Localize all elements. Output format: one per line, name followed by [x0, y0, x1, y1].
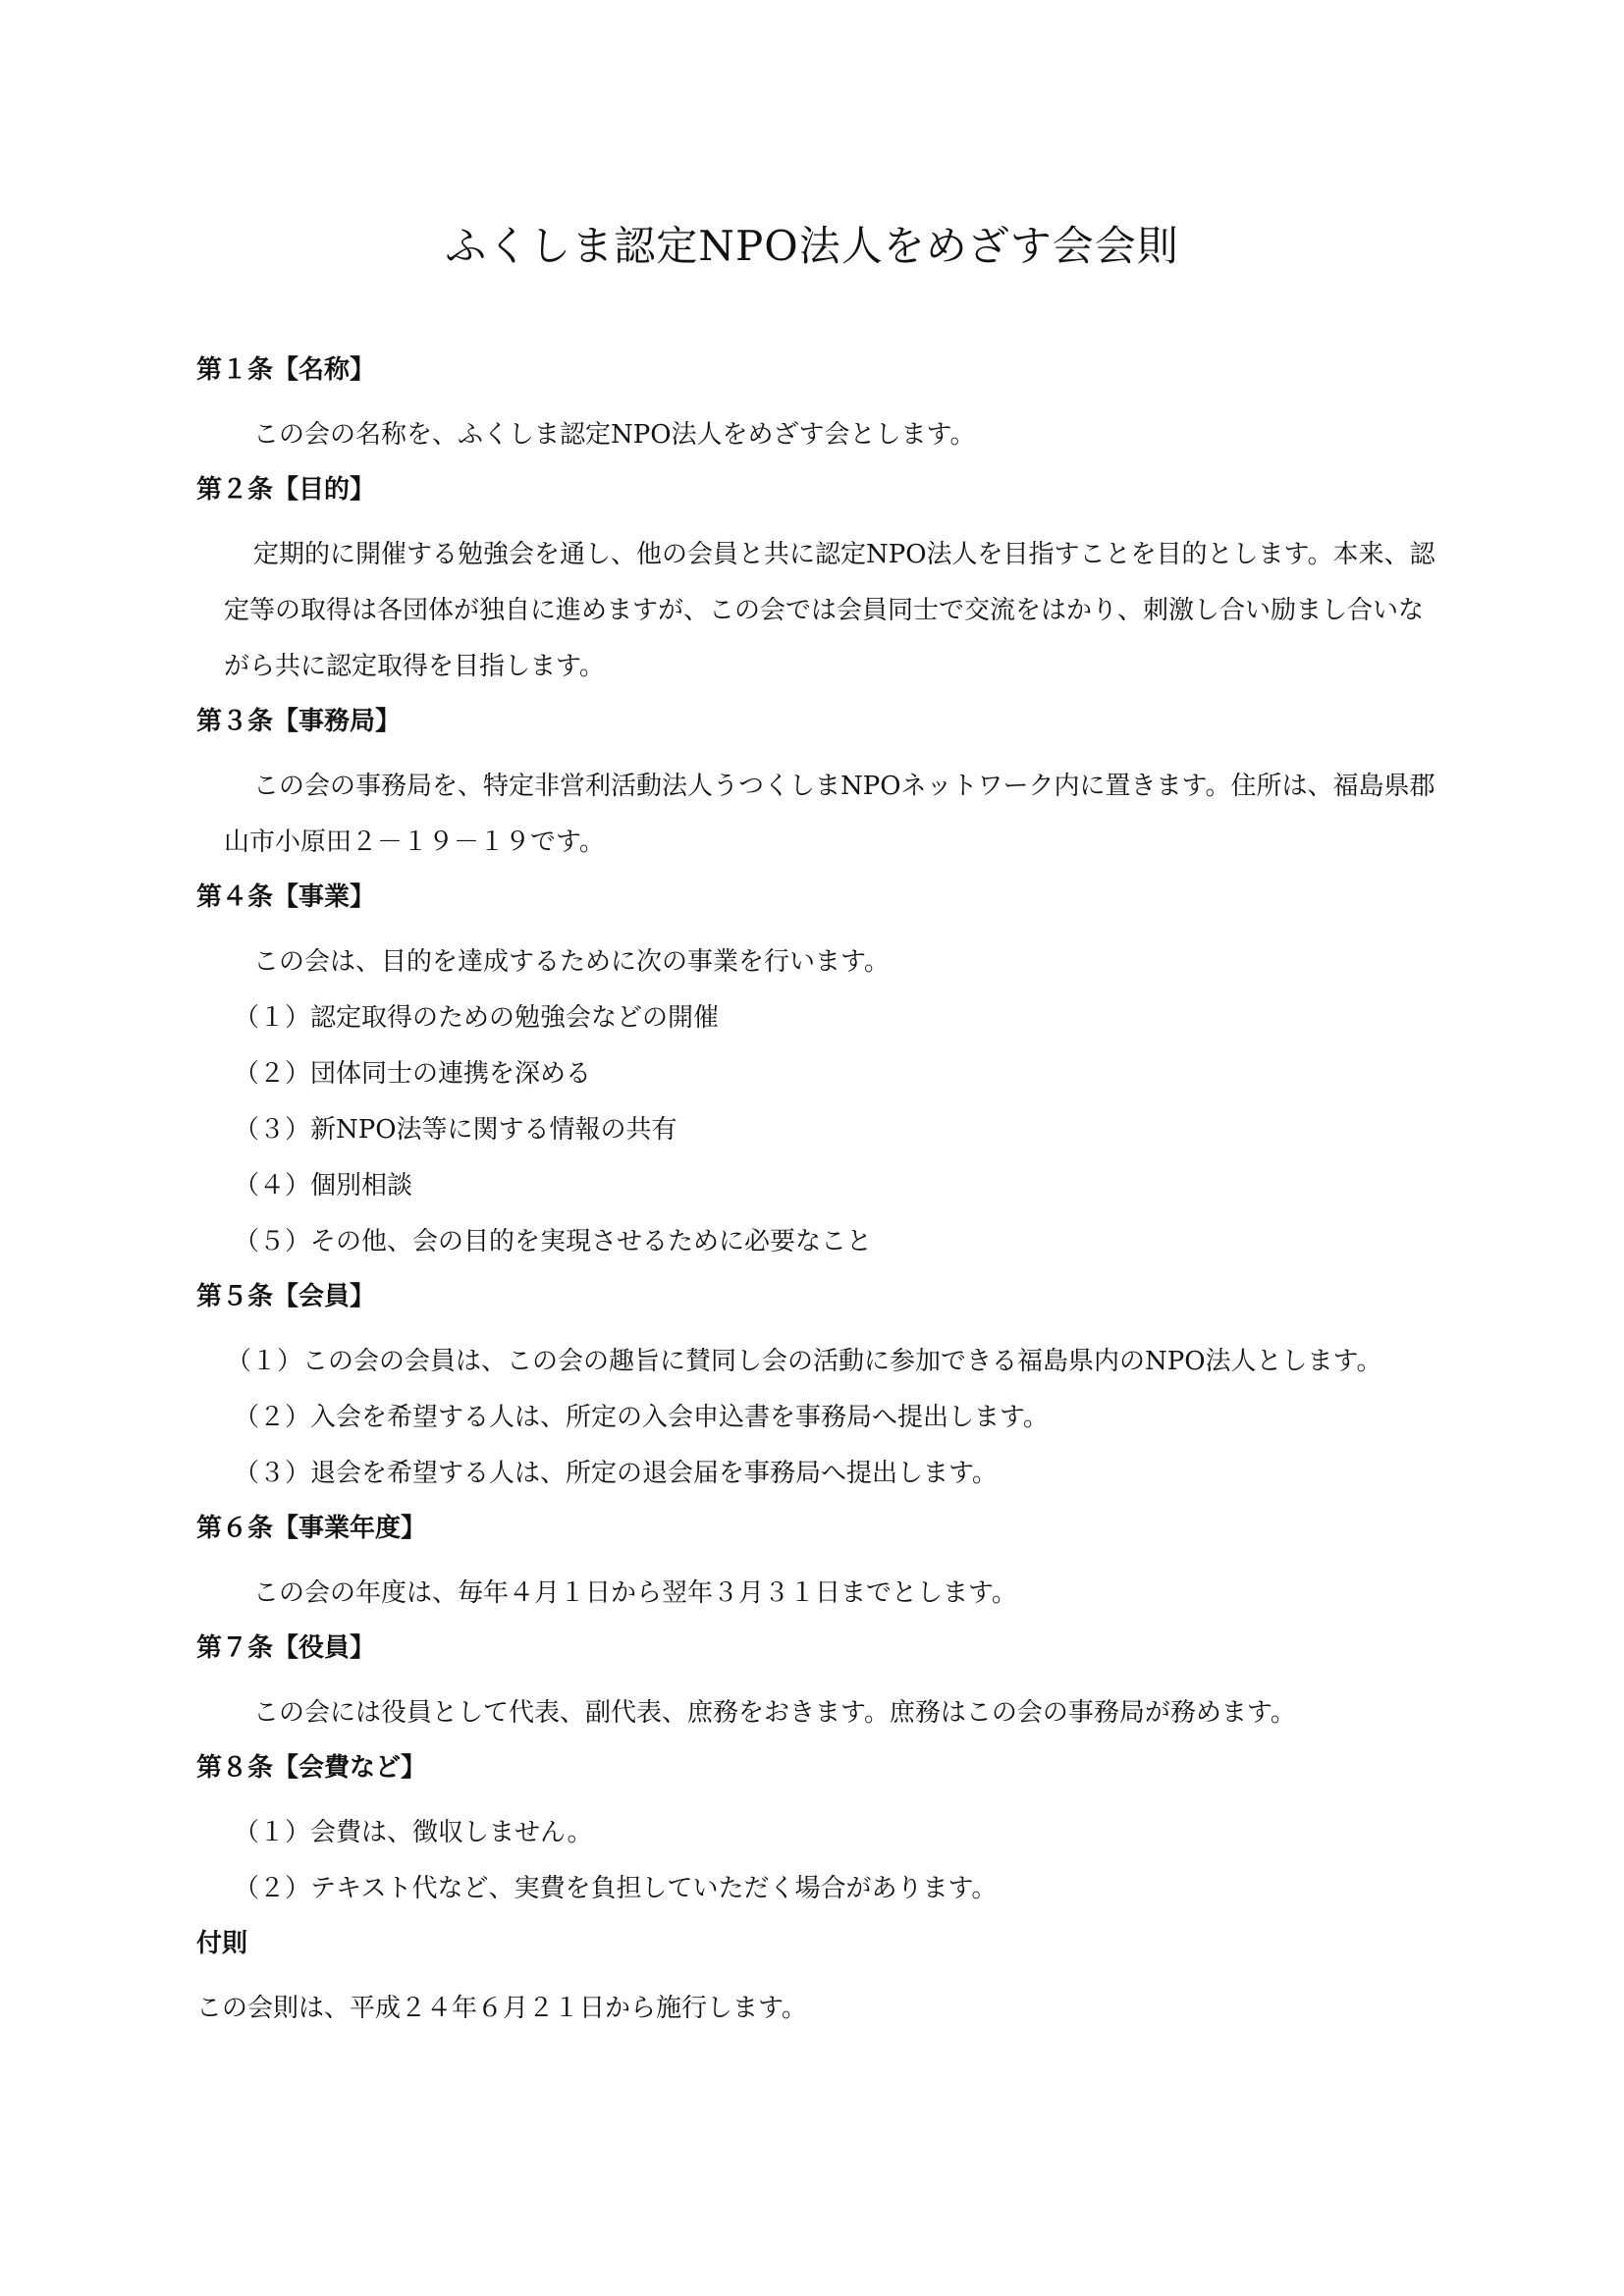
article-text: この会の名称を、ふくしま認定NPO法人をめざす会とします。 [253, 420, 976, 450]
article-heading: 第５条【会員】 [196, 1282, 376, 1311]
article-7 [196, 1629, 1443, 1741]
article-heading: 第２条【目的】 [196, 475, 376, 505]
article-2 [196, 471, 1443, 695]
article-1 [196, 351, 1443, 463]
list-item: （１）認定取得のための勉強会などの開催 [234, 1003, 720, 1033]
article-text: 定期的に開催する勉強会を通し、他の会員と共に認定NPO法人を目指すことを目的とします。本来、認定等の取得は各団体が独自に進めますが、この会では会員同士で交流をはかり、刺激し合い励まし合いながら共に認定取得を目指します。 [224, 540, 1435, 681]
list-item: （３）新NPO法等に関する情報の共有 [234, 1115, 677, 1145]
list-item: （４）個別相談 [234, 1171, 413, 1201]
list-item: （３）退会を希望する人は、所定の退会届を事務局へ提出します。 [234, 1459, 998, 1488]
list-item: （５）その他、会の目的を実現させるために必要なこと [234, 1227, 873, 1256]
article-heading: 第３条【事務局】 [196, 707, 402, 736]
article-8 [196, 1749, 1443, 1925]
supplementary-heading: 付則 [196, 1929, 248, 1958]
article-text: この会の事務局を、特定非営利活動法人うつくしまNPOネットワーク内に置きます。住所は、福島県郡山市小原田２－１９－１９です。 [224, 772, 1435, 857]
article-heading: 第７条【役員】 [196, 1633, 376, 1663]
article-heading: 第４条【事業】 [196, 882, 376, 912]
list-item: （１）会費は、徴収しません。 [234, 1818, 593, 1847]
article-heading: 第８条【会費など】 [196, 1753, 427, 1783]
document-body [196, 351, 1443, 2037]
list-item: （２）テキスト代など、実費を負担していただく場合があります。 [234, 1874, 998, 1903]
list-item: （２）団体同士の連携を深める [234, 1059, 592, 1089]
document-title: ふくしま認定NPO法人をめざす会会則 [445, 222, 1179, 270]
article-text: この会は、目的を達成するために次の事業を行います。 [253, 947, 890, 977]
article-heading: 第６条【事業年度】 [196, 1514, 427, 1543]
article-4 [196, 879, 1443, 1278]
article-6 [196, 1510, 1443, 1622]
article-3 [196, 703, 1443, 871]
article-text: この会には役員として代表、副代表、庶務をおきます。庶務はこの会の事務局が務めます。 [253, 1698, 1296, 1728]
article-heading: 第１条【名称】 [196, 355, 376, 385]
article-text: この会の年度は、毎年４月１日から翌年３月３１日までとします。 [253, 1578, 1017, 1608]
supplementary-provision [196, 1925, 1443, 2037]
list-item: （２）入会を希望する人は、所定の入会申込書を事務局へ提出します。 [234, 1403, 1049, 1432]
list-item: （１）この会の会員は、この会の趣旨に賛同し会の活動に参加できる福島県内のNPO法人とします。 [226, 1347, 1382, 1376]
supplementary-text: この会則は、平成２４年６月２１日から施行します。 [196, 1994, 807, 2023]
article-5 [196, 1278, 1443, 1510]
